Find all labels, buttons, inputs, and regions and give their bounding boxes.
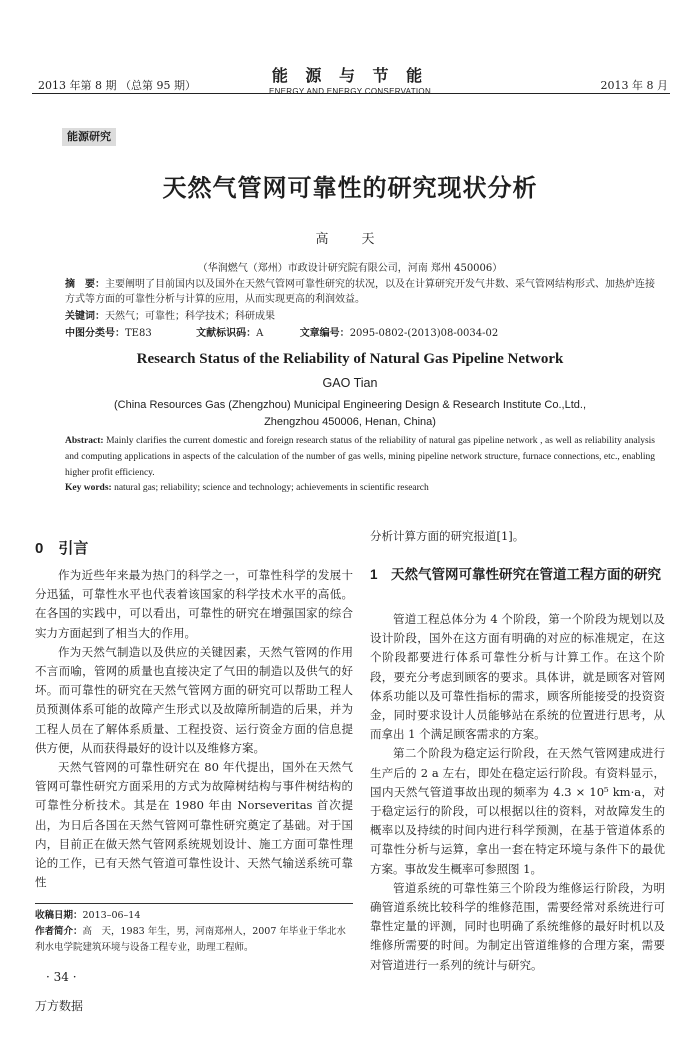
abstract-en-label: Abstract:: [65, 436, 104, 446]
keywords-cn-label: 关键词：: [65, 311, 105, 322]
author-bio-text: 高 天，1983 年生，男，河南郑州人，2007 年毕业于华北水利水电学院建筑环境与设备工程专业，助理工程师。: [35, 926, 346, 953]
journal-name-cn: 能 源 与 节 能: [271, 66, 429, 85]
header-rule: [32, 93, 670, 94]
keywords-cn: [65, 309, 655, 324]
issue-date: 2013 年 8 月: [600, 79, 668, 92]
received-label: 收稿日期：: [35, 910, 83, 921]
keywords-en-label: Key words:: [65, 483, 112, 493]
title-en: Research Status of the Reliability of Natural Gas Pipeline Network: [136, 351, 564, 367]
affiliation-en-line2: Zhengzhou 450006, Henan, China): [264, 416, 436, 428]
affiliation-cn: （华润燃气（郑州）市政设计研究院有限公司，河南 郑州 450006）: [197, 263, 503, 274]
abstract-cn-text: 主要阐明了目前国内以及国外在天然气管网可靠性研究的状况，以及在计算研究开发气井数、采气管网结构形式、加热炉连接方式等方面的可靠性分析与计算的应用，从而实现更高的利润效益。: [65, 279, 655, 305]
abstract-en-text: Mainly clarifies the current domestic and foreign research status of the reliability of natural gas pipeline network , as well as reliability analysis and computing applications in aspects of the calculation of the number of gas wells, mining pipeline network structure, furnace connections, etc., enabling higher profit efficiency.: [65, 436, 655, 478]
paragraph: 作为天然气制造以及供应的关键因素，天然气管网的作用不言而喻，管网的质量也直接决定了气田的制造以及供气的好坏。而可靠性的研究在天然气管网方面的研究可以帮助工程人员预测体系可能的故障产生形式以及故障所制造的后果，并为工程人员在了解体系质量、工程投资、运行资金方面的信息提供方便，从而获得最好的设计以及维修方案。: [35, 644, 353, 755]
paragraph: 管道系统的可靠性第三个阶段为维修运行阶段，为明确管道系统比较科学的维修范围，需要经常对系统进行可靠性定量的评测，同时也明确了系统维修的最好时机以及维修所需要的时间。为制定出管道维修的合理方案，需要对管道进行一系列的统计与研究。: [370, 880, 665, 972]
received-value: 2013–06–14: [82, 910, 141, 921]
paragraph: 天然气管网的可靠性研究在 80 年代提出，国外在天然气管网可靠性研究方面采用的方式为故障树结构与事件树结构的可靠性分析技术。其是在 1980 年由 Norseveritas 首次提出，为日后各国在天然气管网可靠性研究奠定了基础。对于国内，目前正在做天然气管网系统规划设计、施工方面可靠性理论的工作，已有天然气管道可靠性设计、天然气输送系统可靠性: [35, 760, 353, 890]
section-heading-intro: 0 引言: [35, 540, 89, 557]
paragraph: 第二个阶段为稳定运行阶段，在天然气管网建成进行生产后的 2 a 左右，即处在稳定运行阶段。有资料显示，国内天然气管道事故出现的频率为 4.3 × 10⁵ km·a，对于稳定运行的阶段，可以根据以往的资料，对故障发生的概率以及持续的时间内进行科学预测，在基于管道体系的可靠性分析与运算，拿出一套在特定环境与条件下的最优方案。事故发生概率可参照图 1。: [370, 746, 665, 876]
article-id-label: 文章编号：: [299, 328, 350, 339]
classification-line: [65, 326, 655, 341]
affiliation-en: [80, 397, 620, 431]
issue-info: 2013 年第 8 期 （总第 95 期）: [38, 79, 196, 92]
abstract-cn: [65, 277, 655, 307]
keywords-cn-text: 天然气；可靠性；科学技术；科研成果: [105, 311, 275, 322]
received-date: [35, 908, 353, 924]
article-id-value: 2095-0802-(2013)08-0034-02: [349, 328, 499, 339]
author-bio: [35, 924, 353, 956]
section-heading-1: 1 天然气管网可靠性研究在管道工程方面的研究: [370, 567, 662, 582]
right-column: [370, 610, 665, 975]
doc-code-label: 文献标识码：: [196, 328, 257, 339]
doc-code-value: A: [256, 328, 264, 339]
paragraph: 分析计算方面的研究报道[1]。: [370, 529, 525, 543]
page-number: · 34 ·: [46, 970, 77, 984]
right-column-continuation: [370, 527, 665, 546]
footnote: [35, 908, 353, 956]
journal-name-en: ENERGY AND ENERGY CONSERVATION: [268, 87, 432, 96]
abstract-cn-label: 摘 要：: [65, 279, 105, 290]
paragraph: 管道工程总体分为 4 个阶段，第一个阶段为规划以及设计阶段，国外在这方面有明确的对应的标准规定，在这个阶段都要进行体系可靠性分析与计算工作。在这个阶段，要充分考虑到顾客的要求。具体讲，就是顾客对管网体系功能以及可靠性指标的需求，顾客所能接受的投资资金，同时要求设计人员能够站在系统的位置进行思考，从而拿出 1 个满足顾客需求的方案。: [370, 612, 665, 742]
footnote-rule: [35, 903, 353, 904]
affiliation-en-line1: (China Resources Gas (Zhengzhou) Municipal Engineering Design & Research Institute Co.,Ltd.,: [113, 399, 587, 411]
keywords-en-text: natural gas; reliability; science and technology; achievements in scientific research: [111, 483, 429, 493]
clc-label: 中图分类号：: [65, 328, 125, 339]
left-column: [35, 566, 353, 892]
paragraph: 作为近些年来最为热门的科学之一，可靠性科学的发展十分迅猛，可靠性水平也代表着该国家的科学技术水平的高低。在各国的实践中，可以看出，可靠性的研究在增强国家的综合实力方面起到了相当大的作用。: [35, 568, 353, 640]
section-tag: 能源研究: [62, 128, 116, 146]
author-cn: 高 天: [315, 232, 385, 247]
watermark: 万方数据: [35, 999, 84, 1013]
author-bio-label: 作者简介：: [35, 926, 83, 937]
title-cn: 天然气管网可靠性的研究现状分析: [162, 173, 538, 202]
clc-value: TE83: [125, 328, 152, 339]
keywords-en: [65, 483, 655, 493]
journal-masthead: [235, 63, 465, 96]
author-en: GAO Tian: [322, 376, 378, 390]
abstract-en: [65, 433, 655, 481]
